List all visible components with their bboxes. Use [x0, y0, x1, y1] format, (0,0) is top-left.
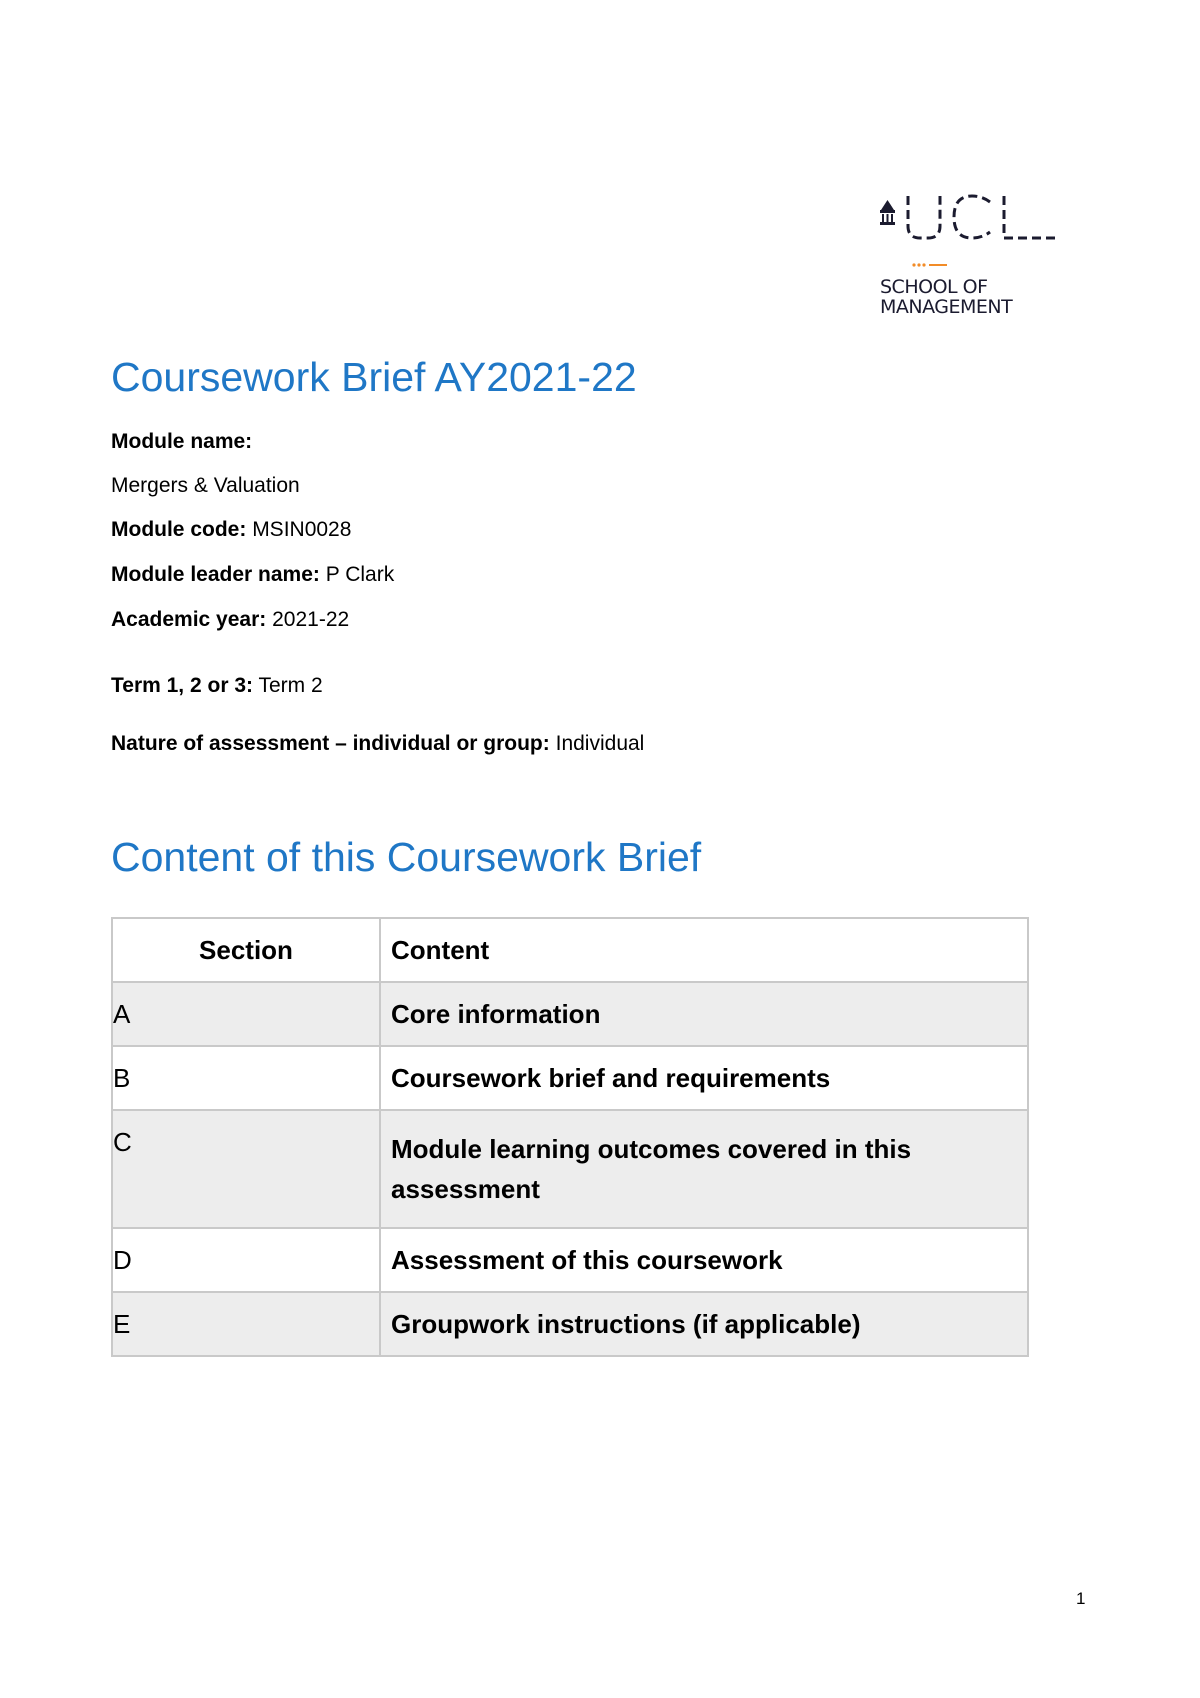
academic-year-label: Academic year:: [111, 608, 267, 631]
table-row: [112, 982, 1028, 1046]
field-module-name-value: [111, 474, 300, 498]
logo-school-line-1: SCHOOL OF: [880, 276, 988, 298]
row-section: A: [112, 982, 380, 1046]
field-module-code: [111, 518, 351, 542]
field-academic-year: [111, 608, 349, 632]
row-section: C: [112, 1110, 380, 1228]
field-module-leader: [111, 563, 394, 587]
field-module-name-label: [111, 430, 252, 454]
document-title: Coursework Brief AY2021-22: [111, 354, 637, 400]
logo-school-line-2: MANAGEMENT: [880, 296, 1013, 318]
contents-table: [111, 917, 1029, 1357]
table-header-row: [112, 918, 1028, 982]
module-leader-label: Module leader name:: [111, 563, 320, 586]
term-value: Term 2: [258, 674, 323, 697]
module-leader-value: P Clark: [325, 563, 395, 586]
module-code-value: MSIN0028: [252, 518, 352, 541]
row-section: B: [112, 1046, 380, 1110]
table-row: [112, 1046, 1028, 1110]
row-content: Core information: [380, 982, 1028, 1046]
nature-label: Nature of assessment – individual or group:: [111, 732, 550, 755]
row-content: Module learning outcomes covered in this assessment: [380, 1110, 1028, 1228]
table-row: [112, 1292, 1028, 1356]
portico-icon: [880, 200, 895, 225]
field-nature-of-assessment: [111, 732, 644, 756]
row-section: D: [112, 1228, 380, 1292]
page-number: 1: [1076, 1589, 1086, 1608]
school-accent-icon: [910, 260, 950, 270]
ucl-school-of-management-logo: [880, 190, 1060, 330]
field-term: [111, 674, 323, 698]
academic-year-value: 2021-22: [272, 608, 350, 631]
header-section: Section: [112, 918, 380, 982]
module-code-label: Module code:: [111, 518, 247, 541]
row-content: Coursework brief and requirements: [380, 1046, 1028, 1110]
table-row: [112, 1110, 1028, 1228]
module-name-label: Module name:: [111, 430, 253, 453]
nature-value: Individual: [555, 732, 645, 755]
term-label: Term 1, 2 or 3:: [111, 674, 253, 697]
header-content: Content: [380, 918, 1028, 982]
module-name-value: Mergers & Valuation: [111, 474, 300, 497]
ucl-logo-mark: [880, 190, 1060, 246]
row-section: E: [112, 1292, 380, 1356]
ucl-letters: [908, 196, 1056, 238]
row-content: Groupwork instructions (if applicable): [380, 1292, 1028, 1356]
toc-title: Content of this Coursework Brief: [111, 834, 702, 880]
table-row: [112, 1228, 1028, 1292]
row-content: Assessment of this coursework: [380, 1228, 1028, 1292]
